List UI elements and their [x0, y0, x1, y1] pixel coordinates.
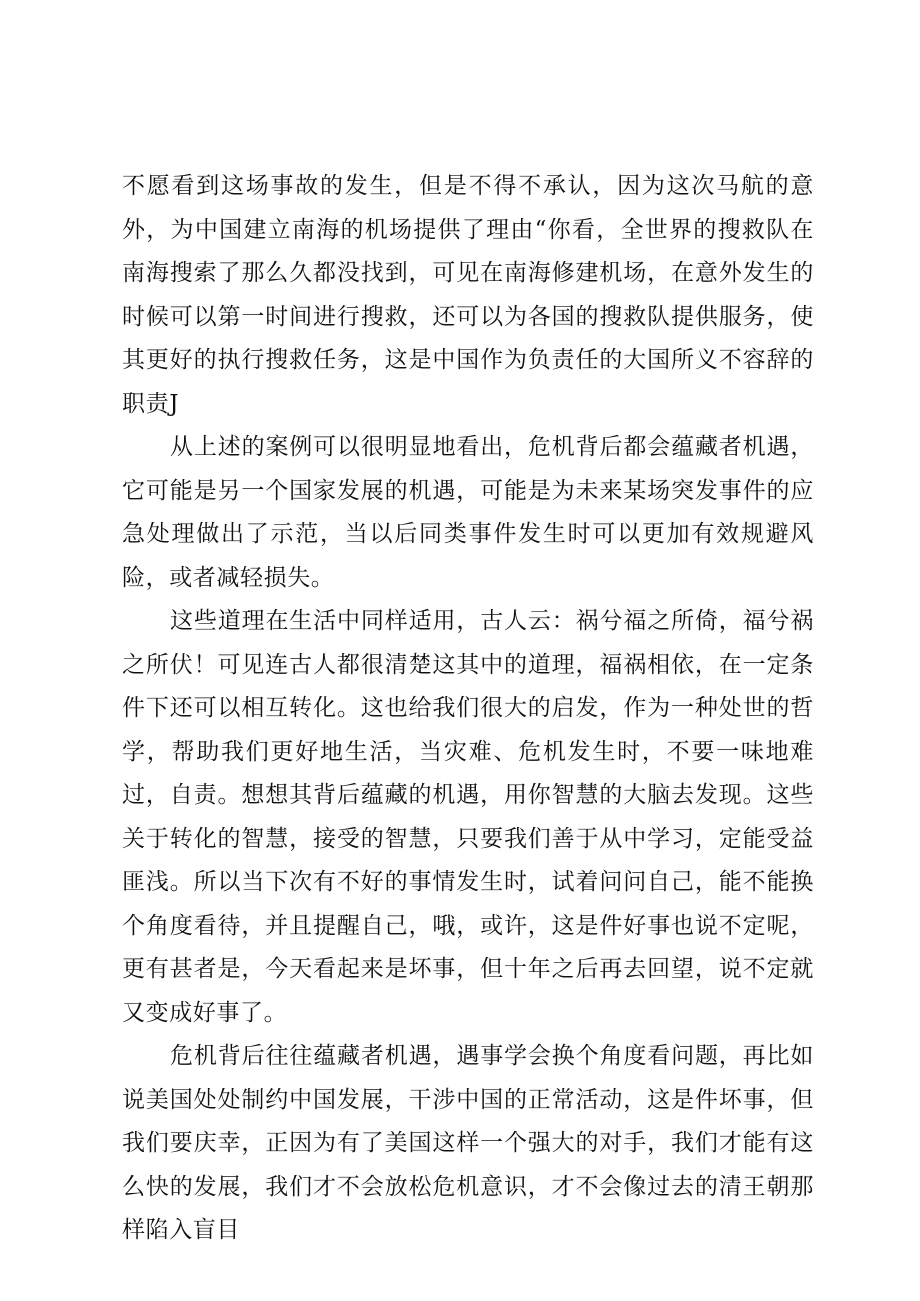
paragraph-case-analysis: 从上述的案例可以很明显地看出，危机背后都会蕴藏者机遇，它可能是另一个国家发展的机遇，可能是为未来某场突发事件的应急处理做出了示范，当以后同类事件发生时可以更加有效规避风险，或者减轻损失。 [122, 434, 814, 591]
paragraph-life-philosophy: 这些道理在生活中同样适用，古人云：祸兮福之所倚，福兮祸之所伏！可见连古人都很清楚这其中的道理，福祸相依，在一定条件下还可以相互转化。这也给我们很大的启发，作为一种处世的哲学，帮助我们更好地生活，当灾难、危机发生时，不要一味地难过，自责。想想其背后蕴藏的机遇，用你智慧的大脑去发现。这些关于转化的智慧，接受的智慧，只要我们善于从中学习，定能受益匪浅。所以当下次有不好的事情发生时，试着问问自己，能不能换个角度看待，并且提醒自己，哦，或许，这是件好事也说不定呢，更有甚者是，今天看起来是坏事，但十年之后再去回望，说不定就又变成好事了。 [122, 608, 814, 1026]
document-body [122, 165, 814, 1253]
paragraph-crisis-opportunity: 危机背后往往蕴藏者机遇，遇事学会换个角度看问题，再比如说美国处处制约中国发展，干涉中国的正常活动，这是件坏事，但我们要庆幸，正因为有了美国这样一个强大的对手，我们才能有这么快的发展，我们才不会放松危机意识，才不会像过去的清王朝那样陷入盲目 [122, 1043, 814, 1243]
paragraph-continued: 不愿看到这场事故的发生，但是不得不承认，因为这次马航的意外，为中国建立南海的机场提供了理由“你看，全世界的搜救队在南海搜索了那么久都没找到，可见在南海修建机场，在意外发生的时候可以第一时间进行搜救，还可以为各国的搜救队提供服务，使其更好的执行搜救任务，这是中国作为负责任的大国所义不容辞的职责J [122, 173, 814, 417]
